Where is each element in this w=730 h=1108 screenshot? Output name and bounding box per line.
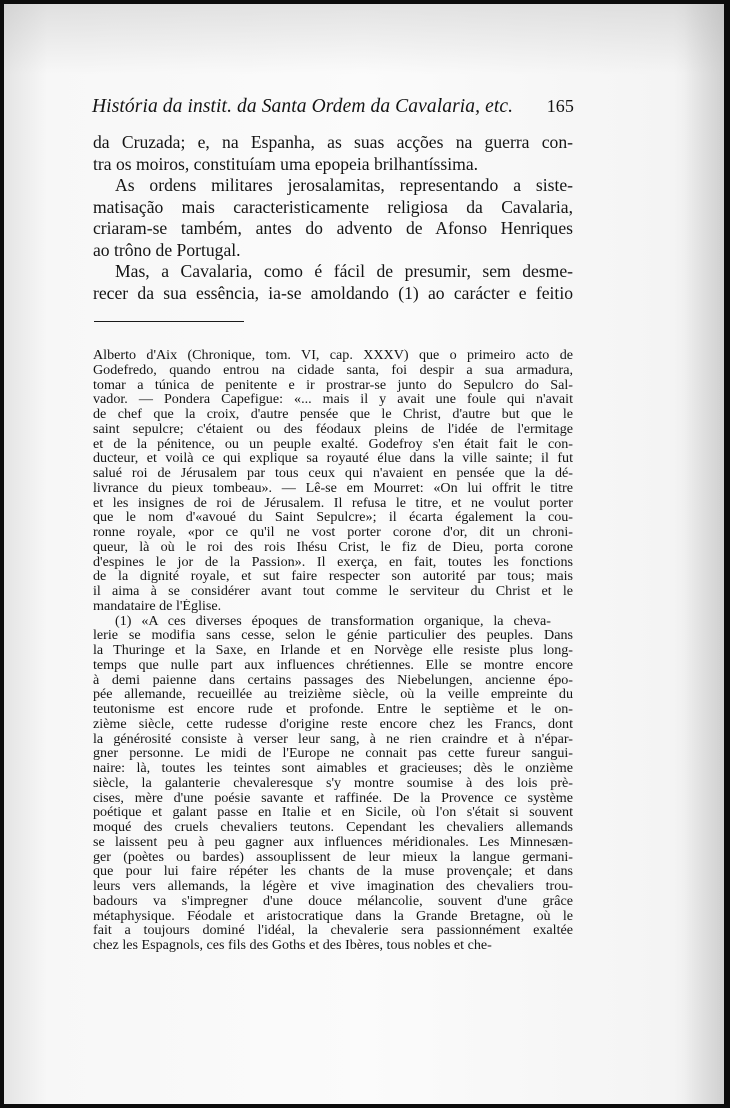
footnote-line: vador. — Pondera Capefigue: «... mais il y avait une foule qui n'avait xyxy=(93,392,573,407)
footnote-line: de la dignité royale, et sut faire respecter son autorité par tous; mais xyxy=(93,569,573,584)
page-number: 165 xyxy=(546,96,574,116)
footnote-line: la générosité consiste à verser leur sang, à ne rien craindre et à n'épar- xyxy=(93,731,573,747)
footnote-line: gner personne. Le midi de l'Europe ne connait pas cette fureur sangui- xyxy=(93,746,573,761)
footnote-line: il aima à se considérer avant tout comme le serviteur du Christ et le xyxy=(93,584,573,599)
footnote-line: (1) «A ces diverses époques de transformation organique, la cheva- xyxy=(115,613,551,629)
footnote-line: saint sepulcre; c'étaient ou des féodaux pleins de l'idée de l'ermitage xyxy=(93,421,573,437)
footnote-line: lerie se modifia sans cesse, selon le génie particulier des peuples. Dans xyxy=(93,628,573,643)
footnote-line: zième siècle, cette rudesse d'origine reste encore chez les Francs, dont xyxy=(93,716,573,732)
footnote-line: se laissent peu à peu gagner aux influences méridionales. Les Minnesæn- xyxy=(93,834,573,850)
footnote-line: ronne royale, «por ce qu'il ne vost porter corone d'or, dit un chroni- xyxy=(93,525,573,540)
main-text-line: criaram-se também, antes do advento de Afonso Henriques xyxy=(93,218,573,238)
footnote-line: tomar a túnica de penitente e ir prostrar-se junto do Sepulcro do Sal- xyxy=(93,377,573,393)
footnote-line: à demi paienne dans certains passages des Niebelungen, ancienne épo- xyxy=(93,672,573,688)
footnote-line: pée allemande, recueillée au treizième siècle, où la veille empreinte du xyxy=(93,687,573,702)
footnote-line: Godefredo, quando entrou na cidade santa, foi despir a sua armadura, xyxy=(93,362,573,378)
footnote-line: queur, là où le roi des rois Ihésu Crist, le fiz de Dieu, porta corone xyxy=(93,539,573,555)
footnote-line: livrance du pieux tombeau». — Lê-se em Mourret: «On lui offrit le titre xyxy=(93,480,573,496)
footnote-line: mandataire de l'Église. xyxy=(93,598,222,614)
footnote-line: chez les Espagnols, ces fils des Goths et des Ibères, tous nobles et che- xyxy=(93,938,492,953)
main-text-line: ao trôno de Portugal. xyxy=(93,239,241,260)
footnote-separator xyxy=(94,321,244,322)
footnote-line: ger (poètes ou bardes) assouplissent de leur mieux la langue germani- xyxy=(93,849,573,865)
main-text-line: As ordens militares jerosalamitas, representando a siste- xyxy=(115,175,573,195)
footnote-line: badours va s'impregner d'une douce mélancolie, souvent d'une grâce xyxy=(93,893,573,909)
footnote-line: salué roi de Jérusalem par tous ceux qui n'avaient en pensée que la dé- xyxy=(93,466,573,481)
running-header xyxy=(92,96,574,118)
footnotes xyxy=(93,348,573,953)
main-text-line: recer da sua essência, ia-se amoldando (1) ao carácter e feitio xyxy=(93,282,573,303)
main-text-line: Mas, a Cavalaria, como é fácil de presumir, sem desme- xyxy=(115,261,573,281)
footnote-line: Alberto d'Aix (Chronique, tom. VI, cap. XXXV) que o primeiro acto de xyxy=(93,348,573,363)
main-text-line: matisação mais caracteristicamente religiosa da Cavalaria, xyxy=(93,196,573,217)
footnote-line: que pour lui faire répéter les chants de la muse provençale; et dans xyxy=(93,864,573,879)
footnote-line: moqué des cruels chevaliers teutons. Cependant les chevaliers allemands xyxy=(93,820,573,835)
footnote-line: et les insignes de roi de Jérusalem. Il refusa le titre, et ne voulut porter xyxy=(93,495,573,511)
footnote-line: de chef que la croix, d'autre pensée que le Christ, d'autre but que le xyxy=(93,407,573,422)
footnote-line: leurs vers allemands, la légère et vive imagination des chevaliers trou- xyxy=(93,879,573,894)
footnote-line: métaphysique. Féodale et aristocratique dans la Grande Bretagne, où le xyxy=(93,908,573,924)
footnote-line: et de la pénitence, ou un peuple exalté. Godefroy s'en était fait le con- xyxy=(93,436,573,452)
footnote-line: siècle, la galanterie chevaleresque s'y montre soumise à des lois prè- xyxy=(93,775,573,791)
running-title: História da instit. da Santa Ordem da Cavalaria, etc. xyxy=(92,96,514,117)
footnote-line: temps que nulle part aux influences chrétiennes. Elle se montre encore xyxy=(93,657,573,673)
footnote-line: fait a toujours dominé l'idéal, la chevalerie sera passionnément exaltée xyxy=(93,923,573,938)
footnote-line: que le nom d'«avoué du Saint Sepulcre»; il écarta également la cou- xyxy=(93,510,573,525)
footnote-line: naire: là, toutes les teintes sont aimables et gracieuses; dès le onzième xyxy=(93,761,573,776)
footnote-line: teutonisme est encore rude et profonde. Entre le septième et le on- xyxy=(93,702,573,717)
main-text-line: da Cruzada; e, na Espanha, as suas acções na guerra con- xyxy=(93,132,573,152)
footnote-line: d'espines le jor de la Passion». Il exerça, en fait, toutes les fonctions xyxy=(93,554,573,570)
footnote-line: cises, mère d'une poésie savante et raffinée. De la Provence ce système xyxy=(93,790,573,806)
main-text xyxy=(93,132,573,304)
scan-shadow-top xyxy=(4,4,724,74)
main-text-line: tra os moiros, constituíam uma epopeia brilhantíssima. xyxy=(93,153,479,174)
footnote-line: ducteur, et voilà ce qui explique sa royauté élue dans la ville sainte; il fut xyxy=(93,451,573,466)
footnote-line: la Thuringe et la Saxe, en Irlande et en Norvège elle resiste plus long- xyxy=(93,643,573,658)
scan-shadow-right xyxy=(684,4,724,1104)
footnote-line: poétique et galant passe en Italie et en Sicile, où l'on s'était si souvent xyxy=(93,805,573,820)
